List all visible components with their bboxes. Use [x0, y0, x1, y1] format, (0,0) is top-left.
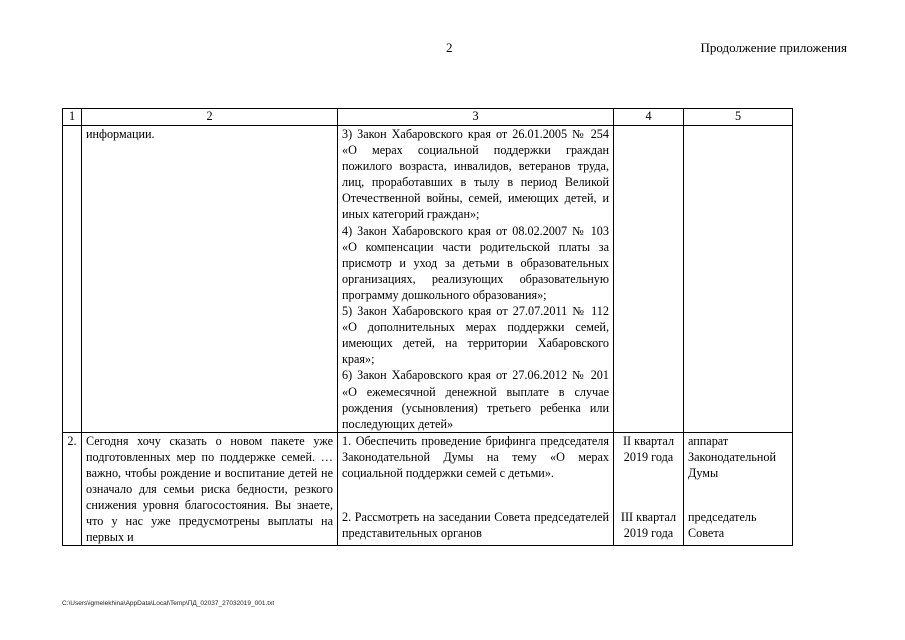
row1-number-cell: [63, 126, 82, 433]
page-number: 2: [446, 40, 453, 55]
law-item-5: 5) Закон Хабаровского края от 27.07.2011 № 112 «О дополнительных мерах поддержки семей, имеющих детей, на территории Хабаровского края»;: [342, 304, 609, 367]
law-item-3: 3) Закон Хабаровского края от 26.01.2005 № 254 «О мерах социальной поддержки граждан пожилого возраста, инвалидов, ветеранов труда, лиц, проработавших в тылу в период Великой Отечественной войны, семей, имеющих детей, и иных категорий граждан»;: [342, 127, 609, 222]
table-row: [63, 126, 793, 433]
row1-deadline-cell: [614, 126, 684, 433]
file-path-footer: C:\Users\igmelekhina\AppData\Local\Temp\ПД_02037_27032019_001.txt: [62, 600, 275, 607]
table-row: [63, 432, 793, 546]
row2-measures-cell: [338, 432, 614, 546]
responsible-spacer: [688, 481, 788, 509]
column-header-2: 2: [82, 109, 338, 126]
row2-number-cell: 2.: [63, 432, 82, 546]
law-item-6: 6) Закон Хабаровского края от 27.06.2012 № 201 «О ежемесячной денежной выплате в случае рождения (усыновления) третьего ребенка или последующих детей»: [342, 368, 609, 431]
deadline-item-1: II квартал 2019 года: [622, 433, 675, 464]
responsible-item-2: председатель Совета: [688, 510, 757, 541]
responsible-item-1: аппарат Законодательной Думы: [688, 433, 776, 480]
measure-spacer: [342, 481, 609, 509]
column-header-5: 5: [684, 109, 793, 126]
law-item-4: 4) Закон Хабаровского края от 08.02.2007 № 103 «О компенсации части родительской платы за присмотр и уход за детьми в образовательных организациях, реализующих образовательную программу дошкольного образования»;: [342, 223, 609, 302]
column-header-3: 3: [338, 109, 614, 126]
appendix-table: [62, 108, 793, 546]
deadline-spacer: [618, 465, 679, 509]
measure-item-2: 2. Рассмотреть на заседании Совета председателей представительных органов: [342, 510, 609, 541]
measure-item-1: 1. Обеспечить проведение брифинга председателя Законодательной Думы на тему «О мерах социальной поддержки семей с детьми».: [342, 433, 609, 480]
continuation-label: Продолжение приложения: [700, 40, 847, 55]
column-header-1: 1: [63, 109, 82, 126]
row2-deadline-cell: [614, 432, 684, 546]
table-header-row: [63, 109, 793, 126]
row1-responsible-cell: [684, 126, 793, 433]
deadline-item-2: III квартал 2019 года: [620, 509, 677, 541]
row1-measures-cell: [338, 126, 614, 433]
row2-responsible-cell: [684, 432, 793, 546]
row1-description-text: информации.: [86, 127, 155, 141]
row2-description-cell: Сегодня хочу сказать о новом пакете уже подготовленных мер по поддержке семей. …важно, чтобы рождение и воспитание детей не означало для семьи риска бедности, резкого снижения уровня благосостояния. Вы знаете, что у нас уже предусмотрены выплаты на первых и: [82, 432, 338, 546]
row1-description-cell: [82, 126, 338, 433]
column-header-4: 4: [614, 109, 684, 126]
